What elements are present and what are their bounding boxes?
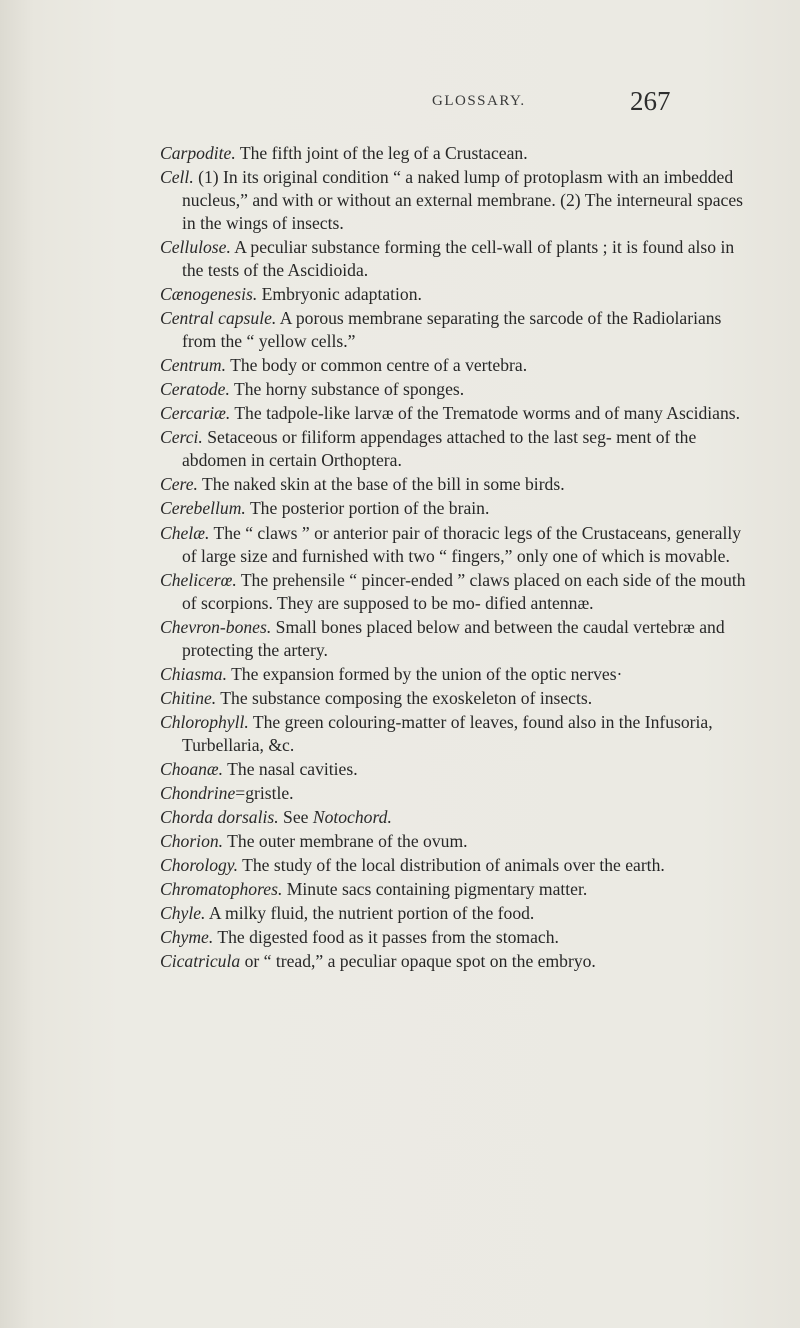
- glossary-entry: [160, 236, 758, 282]
- entry-definition: or “ tread,” a peculiar opaque spot on the embryo.: [244, 951, 596, 972]
- entry-term: Chitine.: [160, 687, 217, 708]
- entry-term: Chyme.: [160, 927, 214, 948]
- entry-term: Chlorophyll.: [160, 711, 249, 732]
- entry-definition: The fifth joint of the leg of a Crustacean.: [239, 143, 528, 163]
- entry-term: Chorology.: [160, 854, 239, 875]
- entry-definition: Minute sacs containing pigmentary matter.: [286, 879, 588, 900]
- glossary-entries: [160, 142, 758, 974]
- glossary-entry: [160, 758, 758, 781]
- glossary-entry: [160, 497, 758, 520]
- glossary-entry: [160, 806, 758, 829]
- entry-definition: The horny substance of sponges.: [233, 379, 465, 400]
- glossary-entry: [160, 687, 758, 710]
- entry-definition: The posterior portion of the brain.: [249, 498, 490, 519]
- entry-term: Carpodite.: [160, 143, 236, 163]
- entry-definition: Setaceous or filiform appendages attached to the last seg- ment of the abdomen in certain Orthoptera.: [182, 427, 697, 471]
- entry-term: Cænogenesis.: [160, 284, 258, 305]
- entry-definition: The study of the local distribution of animals over the earth.: [242, 854, 665, 875]
- page-number: 267: [630, 86, 671, 116]
- entry-term: Chorda dorsalis.: [160, 806, 279, 827]
- running-head: [0, 86, 800, 126]
- glossary-entry: [160, 354, 758, 377]
- entry-term: Chelæ.: [160, 522, 210, 543]
- entry-definition: The digested food as it passes from the stomach.: [217, 927, 559, 948]
- running-title: GLOSSARY.: [432, 93, 526, 109]
- entry-definition: The outer membrane of the ovum.: [227, 830, 468, 851]
- entry-term: Chevron-bones.: [160, 616, 272, 637]
- glossary-entry: [160, 473, 758, 496]
- glossary-entry: [160, 616, 758, 662]
- entry-term: Ceratode.: [160, 379, 230, 400]
- entry-definition: A porous membrane separating the sarcode of the Radiolarians from the “ yellow cells.”: [182, 308, 722, 352]
- entry-term: Central capsule.: [160, 308, 277, 329]
- glossary-entry: [160, 283, 758, 306]
- glossary-entry: [160, 902, 758, 925]
- entry-definition: The nasal cavities.: [227, 758, 358, 779]
- entry-cross-reference: Notochord.: [312, 806, 392, 827]
- entry-term: Cercariæ.: [160, 403, 231, 424]
- entry-definition: gristle.: [245, 782, 294, 803]
- entry-definition: The green colouring-matter of leaves, found also in the Infusoria, Turbellaria, &c.: [182, 711, 713, 755]
- glossary-entry: [160, 378, 758, 401]
- glossary-entry: [160, 663, 758, 686]
- glossary-entry: [160, 950, 758, 973]
- glossary-entry: [160, 166, 758, 235]
- entry-term: Centrum.: [160, 355, 226, 376]
- entry-term: Chelicerœ.: [160, 569, 237, 590]
- glossary-entry: [160, 854, 758, 877]
- glossary-entry: [160, 878, 758, 901]
- glossary-entry: [160, 402, 758, 425]
- entry-definition: (1) In its original condition “ a naked lump of protoplasm with an imbedded nucleus,” and with or without an external membrane. (2) The interneural spaces in the wings of insects.: [182, 167, 744, 234]
- entry-definition: The naked skin at the base of the bill in some birds.: [202, 474, 565, 495]
- glossary-entry: [160, 711, 758, 757]
- entry-definition: The expansion formed by the union of the optic nerves·: [231, 663, 623, 684]
- entry-term: Cicatricula: [160, 951, 241, 972]
- glossary-entry: [160, 830, 758, 853]
- entry-definition: The “ claws ” or anterior pair of thoracic legs of the Crustaceans, generally of large size and furnished with two “ fingers,” only one of which is movable.: [182, 522, 742, 566]
- entry-term: Chromatophores.: [160, 879, 283, 900]
- entry-definition: A milky fluid, the nutrient portion of the food.: [208, 903, 535, 924]
- glossary-entry: [160, 307, 758, 353]
- entry-term: Choanæ.: [160, 758, 224, 779]
- entry-term: Chiasma.: [160, 663, 227, 684]
- glossary-entry: [160, 569, 758, 615]
- entry-separator: =: [235, 782, 246, 803]
- entry-definition: The substance composing the exoskeleton of insects.: [220, 687, 593, 708]
- glossary-entry: [160, 142, 758, 165]
- entry-definition: The body or common centre of a vertebra.: [230, 355, 528, 376]
- entry-definition: Embryonic adaptation.: [261, 284, 422, 305]
- glossary-entry: [160, 426, 758, 472]
- entry-term: Cell.: [160, 167, 194, 188]
- entry-definition: A peculiar substance forming the cell-wall of plants ; it is found also in the tests of the Ascidioida.: [182, 237, 735, 281]
- entry-definition: The tadpole-like larvæ of the Trematode worms and of many Ascidians.: [234, 403, 741, 424]
- entry-term: Cere.: [160, 474, 198, 495]
- entry-term: Cerebellum.: [160, 498, 246, 519]
- glossary-entry: [160, 522, 758, 568]
- entry-definition: See: [283, 806, 309, 827]
- entry-definition: Small bones placed below and between the caudal vertebræ and protecting the artery.: [182, 616, 725, 660]
- entry-term: Chorion.: [160, 830, 224, 851]
- entry-definition: The prehensile “ pincer-ended ” claws placed on each side of the mouth of scorpions. They are supposed to be mo- dified antennæ.: [182, 569, 746, 613]
- entry-term: Chondrine: [160, 782, 236, 803]
- entry-term: Cerci.: [160, 427, 203, 448]
- glossary-entry: [160, 926, 758, 949]
- glossary-entry: [160, 782, 758, 805]
- entry-term: Cellulose.: [160, 237, 231, 258]
- entry-term: Chyle.: [160, 903, 206, 924]
